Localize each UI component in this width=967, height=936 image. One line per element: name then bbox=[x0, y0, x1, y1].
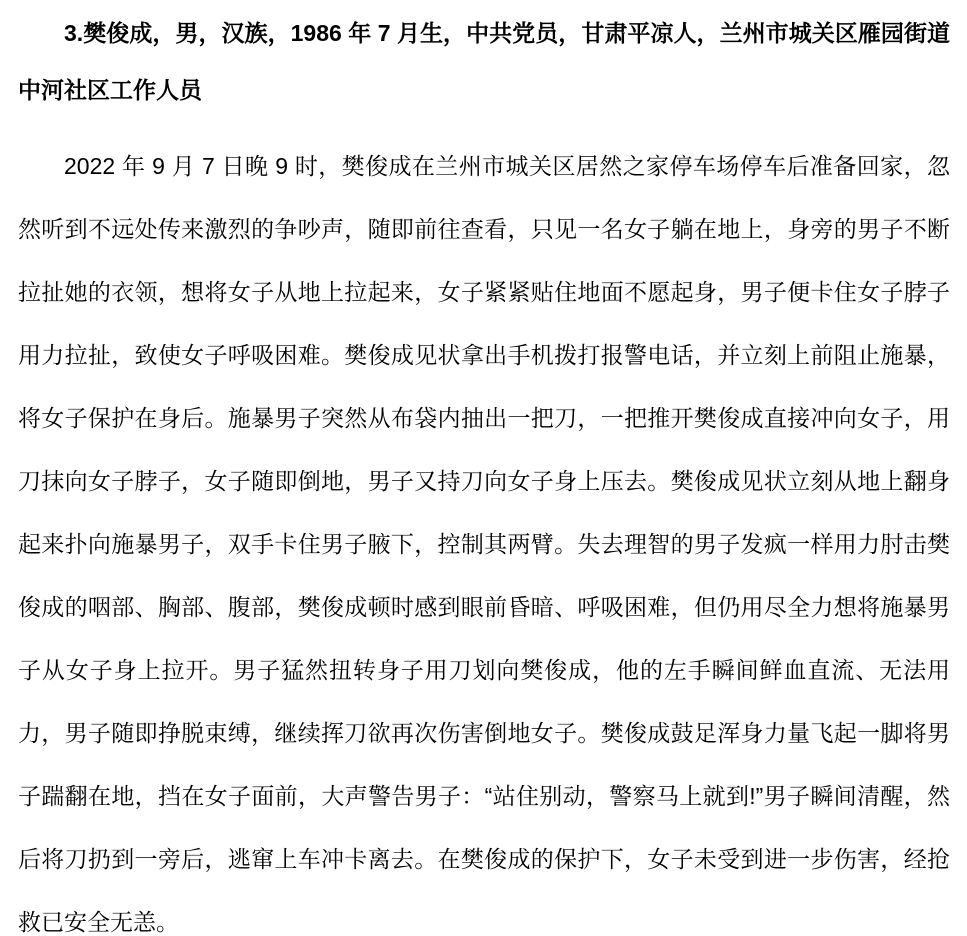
document-body-paragraph: 2022 年 9 月 7 日晚 9 时，樊俊成在兰州市城关区居然之家停车场停车后准备回家，忽然听到不远处传来激烈的争吵声，随即前往查看，只见一名女子躺在地上，身旁的男子不断拉扯她的衣领，想将女子从地上拉起来，女子紧紧贴住地面不愿起身，男子便卡住女子脖子用力拉扯，致使女子呼吸困难。樊俊成见状拿出手机拨打报警电话，并立刻上前阻止施暴，将女子保护在身后。施暴男子突然从布袋内抽出一把刀，一把推开樊俊成直接冲向女子，用刀抹向女子脖子，女子随即倒地，男子又持刀向女子身上压去。樊俊成见状立刻从地上翻身起来扑向施暴男子，双手卡住男子腋下，控制其两臂。失去理智的男子发疯一样用力肘击樊俊成的咽部、胸部、腹部，樊俊成顿时感到眼前昏暗、呼吸困难，但仍用尽全力想将施暴男子从女子身上拉开。男子猛然扭转身子用刀划向樊俊成，他的左手瞬间鲜血直流、无法用力，男子随即挣脱束缚，继续挥刀欲再次伤害倒地女子。樊俊成鼓足浑身力量飞起一脚将男子踹翻在地，挡在女子面前，大声警告男子：“站住别动，警察马上就到!”男子瞬间清醒，然后将刀扔到一旁后，逃窜上车冲卡离去。在樊俊成的保护下，女子未受到进一步伤害，经抢救已安全无恙。 bbox=[18, 153, 950, 935]
document-heading: 3.樊俊成，男，汉族，1986 年 7 月生，中共党员，甘肃平凉人，兰州市城关区雁园街道中河社区工作人员 bbox=[18, 20, 950, 103]
